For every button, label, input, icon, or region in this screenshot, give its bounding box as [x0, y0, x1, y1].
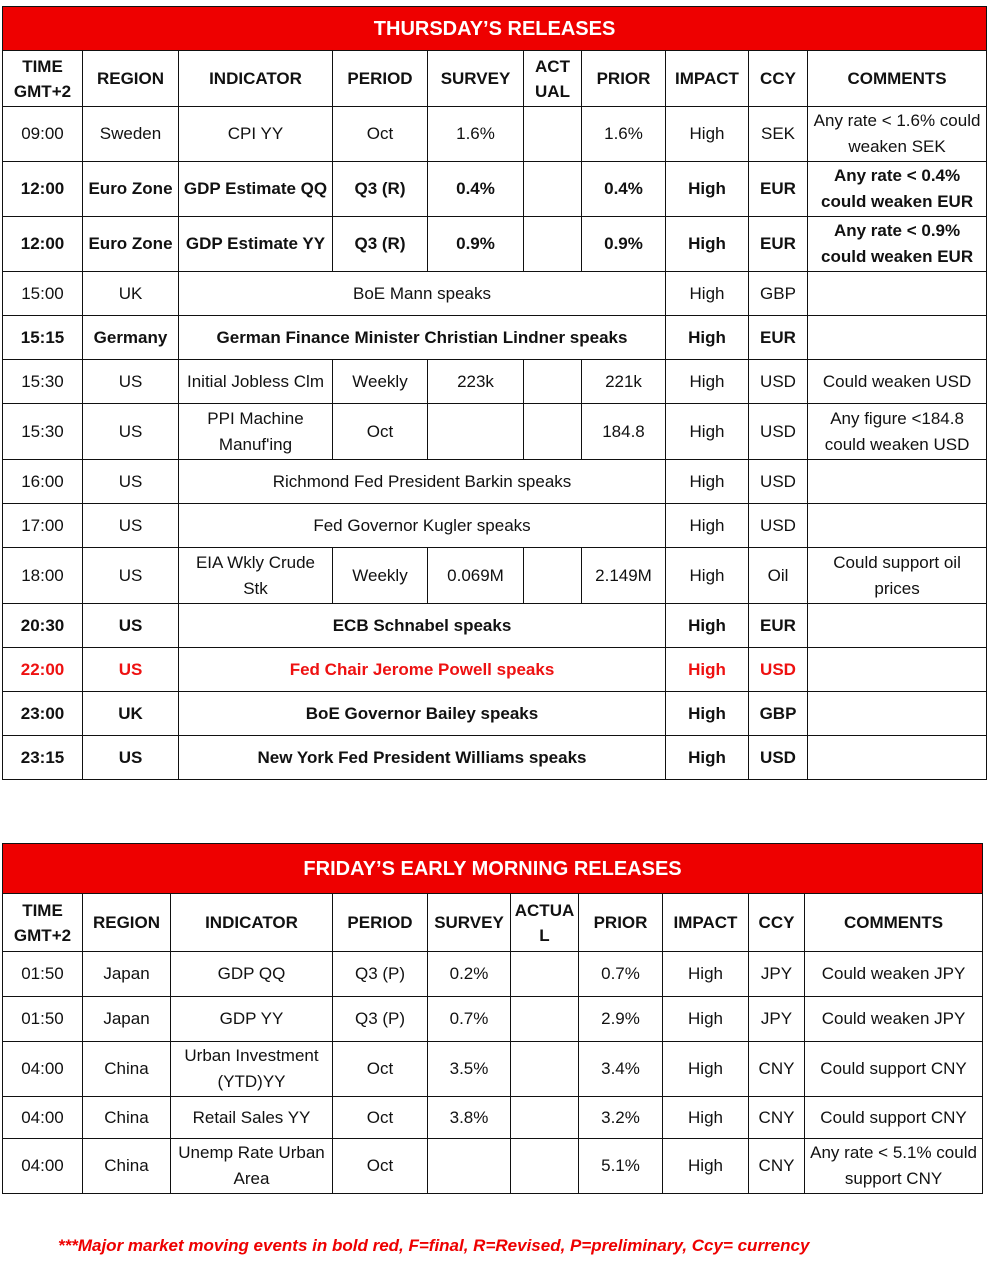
survey-cell: 1.6%	[428, 107, 524, 162]
impact-cell: High	[663, 1097, 749, 1139]
prior-cell: 5.1%	[579, 1139, 663, 1194]
table-row	[3, 272, 987, 316]
header-impact: IMPACT	[666, 51, 749, 107]
comments-cell	[808, 272, 987, 316]
time-cell: 16:00	[3, 460, 83, 504]
ccy-cell: USD	[749, 736, 808, 780]
indicator-cell: PPI Machine Manuf'ing	[179, 404, 333, 460]
region-cell: Sweden	[83, 107, 179, 162]
friday-releases-table	[2, 843, 983, 1194]
prior-cell: 3.4%	[579, 1042, 663, 1097]
region-cell: China	[83, 1042, 171, 1097]
event-cell: German Finance Minister Christian Lindner speaks	[179, 316, 666, 360]
header-impact: IMPACT	[663, 894, 749, 952]
impact-cell: High	[666, 548, 749, 604]
prior-cell: 1.6%	[582, 107, 666, 162]
prior-cell: 3.2%	[579, 1097, 663, 1139]
actual-cell	[524, 360, 582, 404]
actual-cell	[524, 404, 582, 460]
impact-cell: High	[666, 604, 749, 648]
period-cell: Oct	[333, 1139, 428, 1194]
survey-cell: 3.8%	[428, 1097, 511, 1139]
period-cell: Q3 (P)	[333, 997, 428, 1042]
time-cell: 12:00	[3, 162, 83, 217]
table-row	[3, 460, 987, 504]
comments-cell	[808, 648, 987, 692]
comments-cell: Any rate < 5.1% could support CNY	[805, 1139, 983, 1194]
event-cell: ECB Schnabel speaks	[179, 604, 666, 648]
comments-cell: Any rate < 1.6% could weaken SEK	[808, 107, 987, 162]
time-cell: 04:00	[3, 1139, 83, 1194]
comments-cell	[808, 692, 987, 736]
header-actual: ACT UAL	[524, 51, 582, 107]
impact-cell: High	[666, 404, 749, 460]
period-cell: Oct	[333, 1097, 428, 1139]
survey-cell: 0.7%	[428, 997, 511, 1042]
ccy-cell: EUR	[749, 217, 808, 272]
table-row	[3, 1139, 983, 1194]
region-cell: China	[83, 1139, 171, 1194]
comments-cell: Could support oil prices	[808, 548, 987, 604]
indicator-cell: GDP QQ	[171, 952, 333, 997]
actual-cell	[511, 1139, 579, 1194]
impact-cell: High	[666, 217, 749, 272]
table-row	[3, 1042, 983, 1097]
impact-cell: High	[666, 272, 749, 316]
comments-cell: Could support CNY	[805, 1097, 983, 1139]
region-cell: Japan	[83, 997, 171, 1042]
impact-cell: High	[666, 692, 749, 736]
region-cell: Euro Zone	[83, 217, 179, 272]
region-cell: US	[83, 360, 179, 404]
ccy-cell: USD	[749, 404, 808, 460]
region-cell: UK	[83, 692, 179, 736]
prior-cell: 221k	[582, 360, 666, 404]
impact-cell: High	[663, 1042, 749, 1097]
friday-title: FRIDAY’S EARLY MORNING RELEASES	[3, 844, 983, 894]
impact-cell: High	[666, 648, 749, 692]
time-cell: 12:00	[3, 217, 83, 272]
header-survey: SURVEY	[428, 51, 524, 107]
table-row	[3, 604, 987, 648]
ccy-cell: USD	[749, 460, 808, 504]
event-cell: New York Fed President Williams speaks	[179, 736, 666, 780]
table-row	[3, 648, 987, 692]
impact-cell: High	[666, 504, 749, 548]
event-cell: Fed Chair Jerome Powell speaks	[179, 648, 666, 692]
ccy-cell: JPY	[749, 997, 805, 1042]
actual-cell	[524, 548, 582, 604]
indicator-cell: Urban Investment (YTD)YY	[171, 1042, 333, 1097]
header-region: REGION	[83, 894, 171, 952]
prior-cell: 2.9%	[579, 997, 663, 1042]
region-cell: US	[83, 404, 179, 460]
header-survey: SURVEY	[428, 894, 511, 952]
time-cell: 23:15	[3, 736, 83, 780]
indicator-cell: Unemp Rate Urban Area	[171, 1139, 333, 1194]
table-row	[3, 316, 987, 360]
table-row	[3, 504, 987, 548]
prior-cell: 0.9%	[582, 217, 666, 272]
actual-cell	[511, 997, 579, 1042]
ccy-cell: SEK	[749, 107, 808, 162]
comments-cell: Could support CNY	[805, 1042, 983, 1097]
prior-cell: 0.7%	[579, 952, 663, 997]
region-cell: US	[83, 548, 179, 604]
period-cell: Weekly	[333, 548, 428, 604]
impact-cell: High	[666, 360, 749, 404]
region-cell: US	[83, 504, 179, 548]
ccy-cell: USD	[749, 648, 808, 692]
indicator-cell: CPI YY	[179, 107, 333, 162]
ccy-cell: Oil	[749, 548, 808, 604]
survey-cell: 0.2%	[428, 952, 511, 997]
header-time: TIME GMT+2	[3, 894, 83, 952]
survey-cell: 3.5%	[428, 1042, 511, 1097]
time-cell: 15:30	[3, 404, 83, 460]
event-cell: Fed Governor Kugler speaks	[179, 504, 666, 548]
region-cell: China	[83, 1097, 171, 1139]
header-ccy: CCY	[749, 51, 808, 107]
comments-cell: Could weaken JPY	[805, 952, 983, 997]
actual-cell	[524, 217, 582, 272]
period-cell: Oct	[333, 1042, 428, 1097]
comments-cell	[808, 316, 987, 360]
table-row	[3, 997, 983, 1042]
region-cell: Japan	[83, 952, 171, 997]
actual-cell	[511, 1097, 579, 1139]
region-cell: Germany	[83, 316, 179, 360]
survey-cell: 0.069M	[428, 548, 524, 604]
table-row	[3, 404, 987, 460]
ccy-cell: EUR	[749, 316, 808, 360]
comments-cell	[808, 504, 987, 548]
header-prior: PRIOR	[579, 894, 663, 952]
table-row	[3, 107, 987, 162]
time-cell: 01:50	[3, 997, 83, 1042]
header-period: PERIOD	[333, 894, 428, 952]
actual-cell	[524, 107, 582, 162]
header-time: TIME GMT+2	[3, 51, 83, 107]
header-indicator: INDICATOR	[179, 51, 333, 107]
impact-cell: High	[666, 107, 749, 162]
ccy-cell: JPY	[749, 952, 805, 997]
header-actual: ACTUA L	[511, 894, 579, 952]
actual-cell	[511, 1042, 579, 1097]
thursday-title: THURSDAY’S RELEASES	[3, 7, 987, 51]
impact-cell: High	[663, 997, 749, 1042]
period-cell: Q3 (R)	[333, 217, 428, 272]
indicator-cell: EIA Wkly Crude Stk	[179, 548, 333, 604]
table-row	[3, 1097, 983, 1139]
impact-cell: High	[666, 162, 749, 217]
table-row	[3, 692, 987, 736]
region-cell: Euro Zone	[83, 162, 179, 217]
comments-cell: Could weaken USD	[808, 360, 987, 404]
impact-cell: High	[663, 952, 749, 997]
table-row	[3, 736, 987, 780]
time-cell: 17:00	[3, 504, 83, 548]
period-cell: Q3 (R)	[333, 162, 428, 217]
header-prior: PRIOR	[582, 51, 666, 107]
impact-cell: High	[666, 736, 749, 780]
indicator-cell: GDP Estimate YY	[179, 217, 333, 272]
comments-cell	[808, 460, 987, 504]
impact-cell: High	[666, 460, 749, 504]
prior-cell: 0.4%	[582, 162, 666, 217]
footnote: ***Major market moving events in bold red, F=final, R=Revised, P=preliminary, Ccy= currency	[58, 1236, 810, 1255]
prior-cell: 2.149M	[582, 548, 666, 604]
ccy-cell: EUR	[749, 604, 808, 648]
region-cell: US	[83, 460, 179, 504]
ccy-cell: USD	[749, 504, 808, 548]
prior-cell: 184.8	[582, 404, 666, 460]
impact-cell: High	[666, 316, 749, 360]
header-indicator: INDICATOR	[171, 894, 333, 952]
table-row	[3, 360, 987, 404]
ccy-cell: CNY	[749, 1139, 805, 1194]
comments-cell: Any figure <184.8 could weaken USD	[808, 404, 987, 460]
indicator-cell: Retail Sales YY	[171, 1097, 333, 1139]
period-cell: Oct	[333, 404, 428, 460]
time-cell: 18:00	[3, 548, 83, 604]
header-period: PERIOD	[333, 51, 428, 107]
ccy-cell: GBP	[749, 272, 808, 316]
survey-cell	[428, 404, 524, 460]
comments-cell: Could weaken JPY	[805, 997, 983, 1042]
time-cell: 22:00	[3, 648, 83, 692]
ccy-cell: EUR	[749, 162, 808, 217]
time-cell: 09:00	[3, 107, 83, 162]
table-row	[3, 217, 987, 272]
event-cell: Richmond Fed President Barkin speaks	[179, 460, 666, 504]
ccy-cell: GBP	[749, 692, 808, 736]
period-cell: Oct	[333, 107, 428, 162]
period-cell: Q3 (P)	[333, 952, 428, 997]
time-cell: 23:00	[3, 692, 83, 736]
comments-cell	[808, 604, 987, 648]
survey-cell: 0.4%	[428, 162, 524, 217]
impact-cell: High	[663, 1139, 749, 1194]
indicator-cell: GDP YY	[171, 997, 333, 1042]
actual-cell	[511, 952, 579, 997]
time-cell: 15:00	[3, 272, 83, 316]
event-cell: BoE Mann speaks	[179, 272, 666, 316]
table-row	[3, 162, 987, 217]
ccy-cell: CNY	[749, 1097, 805, 1139]
comments-cell: Any rate < 0.4% could weaken EUR	[808, 162, 987, 217]
indicator-cell: GDP Estimate QQ	[179, 162, 333, 217]
survey-cell: 0.9%	[428, 217, 524, 272]
time-cell: 20:30	[3, 604, 83, 648]
survey-cell: 223k	[428, 360, 524, 404]
ccy-cell: CNY	[749, 1042, 805, 1097]
survey-cell	[428, 1139, 511, 1194]
time-cell: 15:30	[3, 360, 83, 404]
header-ccy: CCY	[749, 894, 805, 952]
region-cell: UK	[83, 272, 179, 316]
period-cell: Weekly	[333, 360, 428, 404]
comments-cell: Any rate < 0.9% could weaken EUR	[808, 217, 987, 272]
time-cell: 15:15	[3, 316, 83, 360]
region-cell: US	[83, 648, 179, 692]
time-cell: 01:50	[3, 952, 83, 997]
table-row	[3, 952, 983, 997]
event-cell: BoE Governor Bailey speaks	[179, 692, 666, 736]
header-region: REGION	[83, 51, 179, 107]
time-cell: 04:00	[3, 1097, 83, 1139]
actual-cell	[524, 162, 582, 217]
ccy-cell: USD	[749, 360, 808, 404]
comments-cell	[808, 736, 987, 780]
thursday-releases-table	[2, 6, 987, 780]
indicator-cell: Initial Jobless Clm	[179, 360, 333, 404]
time-cell: 04:00	[3, 1042, 83, 1097]
region-cell: US	[83, 736, 179, 780]
table-row	[3, 548, 987, 604]
header-comments: COMMENTS	[805, 894, 983, 952]
region-cell: US	[83, 604, 179, 648]
header-comments: COMMENTS	[808, 51, 987, 107]
